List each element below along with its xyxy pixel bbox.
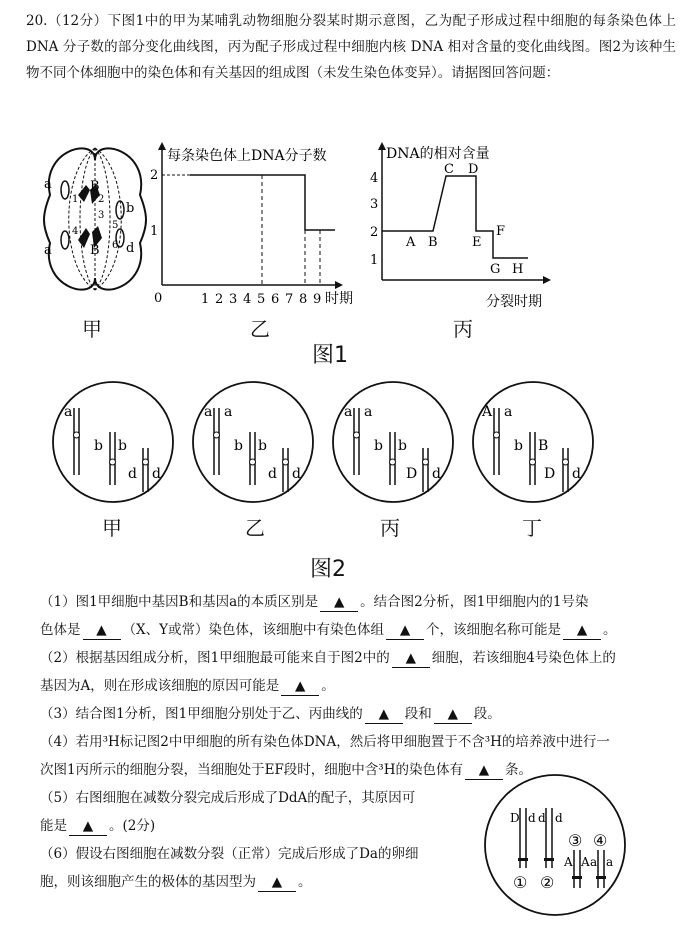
q-text: 基因为A，则在形成该细胞的原因可能是: [40, 678, 280, 694]
yi-xtick: 1: [201, 292, 210, 307]
jia-chrom-number: 6: [112, 240, 119, 251]
answer-blank[interactable]: ▲: [563, 621, 601, 640]
q-text: 。(2分): [109, 818, 156, 834]
answer-blank[interactable]: ▲: [258, 873, 296, 892]
jia-chrom-number: 1: [72, 194, 79, 205]
yi-xtick: 3: [229, 292, 238, 307]
q-text: 。: [603, 622, 617, 638]
yi-xtick: 6: [271, 292, 280, 307]
fig1-chart-yi: [145, 140, 370, 310]
q-text: 段。: [473, 706, 501, 722]
bing-point: G: [490, 262, 501, 277]
yi-xtick: 5: [257, 292, 266, 307]
jia-gene-label: d: [126, 241, 135, 256]
fig2-gene: b: [94, 438, 103, 454]
yi-xtick: 2: [215, 292, 224, 307]
bing-point: F: [496, 224, 506, 239]
answer-blank[interactable]: ▲: [281, 677, 319, 696]
fig2-label-yi: 乙: [245, 516, 265, 540]
fig1-cell-jia: [40, 140, 150, 298]
bing-point: H: [512, 262, 524, 277]
side-chrom-number: ①: [513, 873, 528, 892]
fig2-label-jia: 甲: [102, 516, 122, 540]
bing-point: A: [406, 235, 416, 250]
bing-ytick: 2: [370, 225, 379, 240]
fig2-gene: A: [482, 404, 493, 420]
fig2-cell-ding: [473, 382, 593, 502]
side-chrom-number: ③: [568, 831, 583, 850]
bing-point: D: [468, 162, 479, 177]
question-5-line-2: [40, 812, 680, 840]
fig2-gene: d: [292, 466, 301, 482]
fig2-gene: a: [504, 404, 513, 420]
fig2-gene: B: [538, 438, 549, 454]
questions: [40, 588, 680, 896]
fig2-gene: d: [152, 466, 161, 482]
fig2-gene: b: [118, 438, 127, 454]
fig1-title: 图1: [312, 343, 348, 368]
q-text: 条。: [505, 762, 532, 778]
bing-xlabel: 分裂时期: [486, 294, 542, 310]
question-2-line-2: [40, 672, 680, 700]
q-text: （5）右图细胞在减数分裂完成后形成了DdA的配子，其原因可: [40, 790, 416, 806]
answer-blank[interactable]: ▲: [386, 621, 424, 640]
question-1-line-1: [40, 588, 680, 616]
bing-point: B: [428, 235, 438, 250]
q-text: 。: [321, 678, 335, 694]
side-gene: d: [555, 811, 563, 825]
bing-ytick: 3: [370, 197, 379, 212]
yi-ytick: 0: [154, 291, 163, 306]
question-4-line-2: [40, 756, 680, 784]
fig1-chart-bing: [368, 140, 568, 310]
yi-xtick: 9: [313, 292, 322, 307]
side-gene: a: [590, 855, 598, 869]
side-gene: d: [528, 811, 536, 825]
bing-ytick: 1: [370, 253, 379, 268]
answer-blank[interactable]: ▲: [69, 817, 107, 836]
answer-blank[interactable]: ▲: [83, 621, 121, 640]
question-2-line-1: [40, 644, 680, 672]
fig2-gene: a: [64, 404, 73, 420]
side-gene: a: [606, 855, 614, 869]
q-text: 段和: [404, 706, 432, 722]
q-text: 。结合图2分析，图1甲细胞内的1号染: [360, 594, 589, 610]
question-5-line-1: [40, 784, 680, 812]
fig2-gene: D: [406, 466, 418, 482]
fig2-label-ding: 丁: [522, 516, 542, 540]
q-text: 胞，则该细胞产生的极体的基因型为: [40, 874, 256, 890]
q-text: （3）结合图1分析，图1甲细胞分别处于乙、丙曲线的: [40, 706, 363, 722]
question-3: [40, 700, 680, 728]
question-6-line-1: [40, 840, 680, 868]
fig2-gene: a: [344, 404, 353, 420]
jia-chrom-number: 4: [72, 226, 79, 237]
fig2-title: 图2: [310, 557, 346, 582]
q-text: （2）根据基因组成分析，图1甲细胞最可能来自于图2中的: [40, 650, 390, 666]
jia-gene-label: a: [44, 243, 52, 258]
fig2-gene: b: [258, 438, 267, 454]
fig2-gene: D: [544, 466, 556, 482]
answer-blank[interactable]: ▲: [365, 705, 403, 724]
question-intro: 20.（12分）下图1中的甲为某哺乳动物细胞分裂某时期示意图，乙为配子形成过程中细胞的每条染色体上 DNA 分子数的部分变化曲线图，丙为配子形成过程中细胞内核 DNA 相对含量的变化曲线图。图2为该种生物不同个体细胞中的染色体和有关基因的组成图（未发生染色体变异）。请据图回答问题：: [26, 13, 676, 81]
q-text: （X、Y或常）染色体，该细胞中有染色体组: [122, 622, 385, 638]
yi-ylabel: 每条染色体上DNA分子数: [167, 148, 327, 164]
fig2-gene: a: [204, 404, 213, 420]
fig1-label-bing: 丙: [453, 317, 473, 341]
fig2-gene: b: [374, 438, 383, 454]
q-text: 次图1丙所示的细胞分裂，当细胞处于EF段时，细胞中含³H的染色体有: [40, 762, 463, 778]
q-text: 能是: [40, 818, 67, 834]
yi-xlabel: 时期: [325, 291, 353, 307]
jia-gene-label: B: [90, 243, 100, 258]
bing-ytick: 4: [370, 171, 379, 186]
fig2-gene: d: [572, 466, 581, 482]
jia-chrom-number: 2: [98, 194, 105, 205]
yi-ytick: 1: [150, 224, 159, 239]
yi-ytick: 2: [150, 168, 159, 183]
jia-gene-label: a: [44, 177, 52, 192]
jia-chrom-number: 5: [112, 220, 119, 231]
side-gene: D: [510, 811, 520, 825]
side-gene: A: [564, 855, 573, 869]
jia-gene-label: b: [126, 201, 135, 216]
fig2-gene: a: [224, 404, 233, 420]
q-text: （1）图1甲细胞中基因B和基因a的本质区别是: [40, 594, 319, 610]
q-text: （6）假设右图细胞在减数分裂（正常）完成后形成了Da的卵细: [40, 846, 419, 862]
bing-ylabel: DNA的相对含量: [386, 146, 490, 162]
fig2-gene: d: [268, 466, 277, 482]
fig2-gene: a: [364, 404, 373, 420]
fig2-cell-jia: [53, 382, 173, 502]
question-6-line-2: [40, 868, 680, 896]
yi-xtick: 7: [285, 292, 294, 307]
fig2-cell-yi: [193, 382, 313, 502]
fig2-gene: b: [398, 438, 407, 454]
q-text: 个，该细胞名称可能是: [426, 622, 562, 638]
fig2-label-bing: 丙: [380, 516, 400, 540]
bing-point: E: [472, 235, 482, 250]
question-1-line-2: [40, 616, 680, 644]
fig2-cells: [48, 380, 648, 510]
side-gene: A: [581, 855, 590, 869]
q-text: 色体是: [40, 622, 81, 638]
q-text: 。: [298, 874, 312, 890]
fig2-gene: b: [234, 438, 243, 454]
q-text: 细胞，若该细胞4号染色体上的: [431, 650, 616, 666]
jia-gene-label: B: [90, 179, 100, 194]
fig1-label-yi: 乙: [250, 317, 270, 341]
answer-blank[interactable]: ▲: [434, 705, 472, 724]
fig2-gene: d: [128, 466, 137, 482]
fig2-gene: d: [432, 466, 441, 482]
side-chrom-number: ④: [593, 831, 608, 850]
question-4-line-1: [40, 728, 680, 756]
yi-xtick: 8: [299, 292, 308, 307]
fig2-gene: b: [514, 438, 523, 454]
fig2-cell-bing: [333, 382, 453, 502]
jia-chrom-number: 3: [98, 210, 105, 221]
bing-point: C: [444, 162, 454, 177]
answer-blank[interactable]: ▲: [392, 649, 430, 668]
bing-curve: [382, 176, 528, 258]
yi-xtick: 4: [243, 292, 252, 307]
fig1-label-jia: 甲: [82, 317, 102, 341]
q-text: （4）若用³H标记图2中甲细胞的所有染色体DNA，然后将甲细胞置于不含³H的培养液中进行一: [40, 734, 610, 750]
side-gene: d: [538, 811, 546, 825]
answer-blank[interactable]: ▲: [320, 593, 358, 612]
side-chrom-number: ②: [540, 873, 555, 892]
answer-blank[interactable]: ▲: [465, 761, 503, 780]
